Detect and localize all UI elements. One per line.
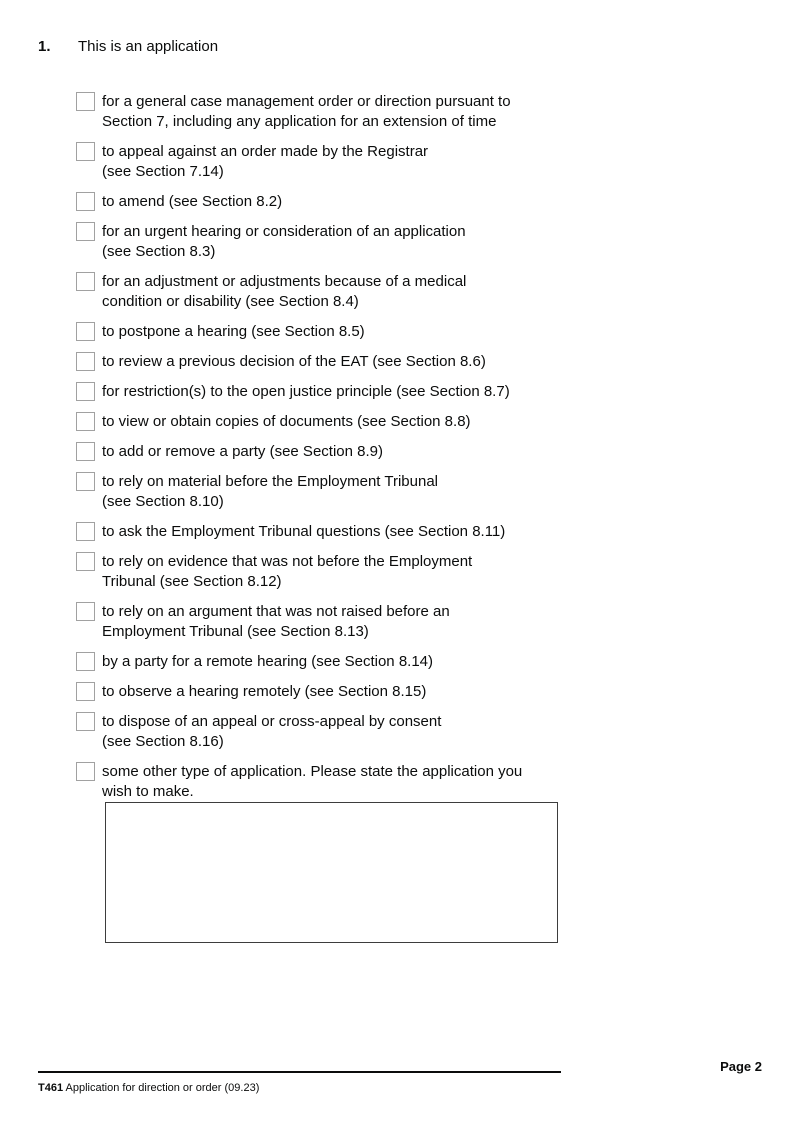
option-label-dispose-by-consent: to dispose of an appeal or cross-appeal by consent (see Section 8.16)	[102, 713, 442, 750]
option-label-appeal-registrar-order: to appeal against an order made by the Registrar (see Section 7.14)	[102, 143, 429, 180]
option-row-adjustments-medical	[76, 272, 586, 312]
option-label-observe-hearing-remotely: to observe a hearing remotely (see Section 8.15)	[102, 683, 427, 700]
checkbox-rely-new-argument[interactable]	[76, 602, 95, 621]
checkbox-view-obtain-documents[interactable]	[76, 412, 95, 431]
option-label-rely-material-et: to rely on material before the Employment Tribunal (see Section 8.10)	[102, 473, 438, 510]
footer-form-id	[38, 1082, 259, 1094]
checkbox-review-eat-decision[interactable]	[76, 352, 95, 371]
option-row-postpone-hearing	[76, 322, 586, 342]
form-title: Application for direction or order (09.23)	[65, 1082, 260, 1094]
other-application-textarea[interactable]	[105, 802, 558, 943]
option-row-dispose-by-consent	[76, 712, 586, 752]
option-row-remote-hearing-party	[76, 652, 586, 672]
option-label-general-case-management: for a general case management order or direction pursuant to Section 7, including any application for an extension of time	[102, 93, 511, 130]
page-number: Page 2	[720, 1059, 762, 1074]
checkbox-urgent-hearing[interactable]	[76, 222, 95, 241]
question-text: This is an application	[78, 38, 219, 55]
form-code: T461	[38, 1082, 64, 1094]
option-row-urgent-hearing	[76, 222, 586, 262]
checkbox-remote-hearing-party[interactable]	[76, 652, 95, 671]
footer-rule	[38, 1071, 561, 1073]
option-label-other-application: some other type of application. Please state the application you wish to make.	[102, 763, 523, 800]
option-row-observe-hearing-remotely	[76, 682, 586, 702]
option-row-amend	[76, 192, 586, 212]
checkbox-postpone-hearing[interactable]	[76, 322, 95, 341]
checkbox-amend[interactable]	[76, 192, 95, 211]
option-row-view-obtain-documents	[76, 412, 586, 432]
option-row-rely-new-evidence	[76, 552, 586, 592]
checkbox-other-application[interactable]	[76, 762, 95, 781]
checkbox-rely-material-et[interactable]	[76, 472, 95, 491]
question-number: 1.	[38, 38, 51, 55]
checkbox-adjustments-medical[interactable]	[76, 272, 95, 291]
option-row-other-application	[76, 762, 586, 802]
checkbox-rely-new-evidence[interactable]	[76, 552, 95, 571]
checkbox-open-justice-restrictions[interactable]	[76, 382, 95, 401]
option-label-urgent-hearing: for an urgent hearing or consideration of an application (see Section 8.3)	[102, 223, 466, 260]
option-row-rely-new-argument	[76, 602, 586, 642]
option-label-amend: to amend (see Section 8.2)	[102, 193, 283, 210]
option-label-adjustments-medical: for an adjustment or adjustments because of a medical condition or disability (see Section 8.4)	[102, 273, 467, 310]
option-label-view-obtain-documents: to view or obtain copies of documents (see Section 8.8)	[102, 413, 471, 430]
option-row-rely-material-et	[76, 472, 586, 512]
option-row-general-case-management	[76, 92, 586, 132]
option-row-open-justice-restrictions	[76, 382, 586, 402]
option-label-ask-et-questions: to ask the Employment Tribunal questions (see Section 8.11)	[102, 523, 506, 540]
option-label-rely-new-argument: to rely on an argument that was not raised before an Employment Tribunal (see Section 8.13)	[102, 603, 450, 640]
checkbox-appeal-registrar-order[interactable]	[76, 142, 95, 161]
option-label-rely-new-evidence: to rely on evidence that was not before the Employment Tribunal (see Section 8.12)	[102, 553, 473, 590]
options-list	[76, 92, 586, 943]
option-row-add-remove-party	[76, 442, 586, 462]
option-label-add-remove-party: to add or remove a party (see Section 8.9)	[102, 443, 383, 460]
option-label-postpone-hearing: to postpone a hearing (see Section 8.5)	[102, 323, 365, 340]
option-row-review-eat-decision	[76, 352, 586, 372]
option-row-appeal-registrar-order	[76, 142, 586, 182]
checkbox-observe-hearing-remotely[interactable]	[76, 682, 95, 701]
checkbox-dispose-by-consent[interactable]	[76, 712, 95, 731]
option-row-ask-et-questions	[76, 522, 586, 542]
checkbox-general-case-management[interactable]	[76, 92, 95, 111]
option-label-review-eat-decision: to review a previous decision of the EAT (see Section 8.6)	[102, 353, 486, 370]
checkbox-add-remove-party[interactable]	[76, 442, 95, 461]
checkbox-ask-et-questions[interactable]	[76, 522, 95, 541]
option-label-open-justice-restrictions: for restriction(s) to the open justice principle (see Section 8.7)	[102, 383, 510, 400]
option-label-remote-hearing-party: by a party for a remote hearing (see Section 8.14)	[102, 653, 434, 670]
question-1	[38, 37, 218, 57]
